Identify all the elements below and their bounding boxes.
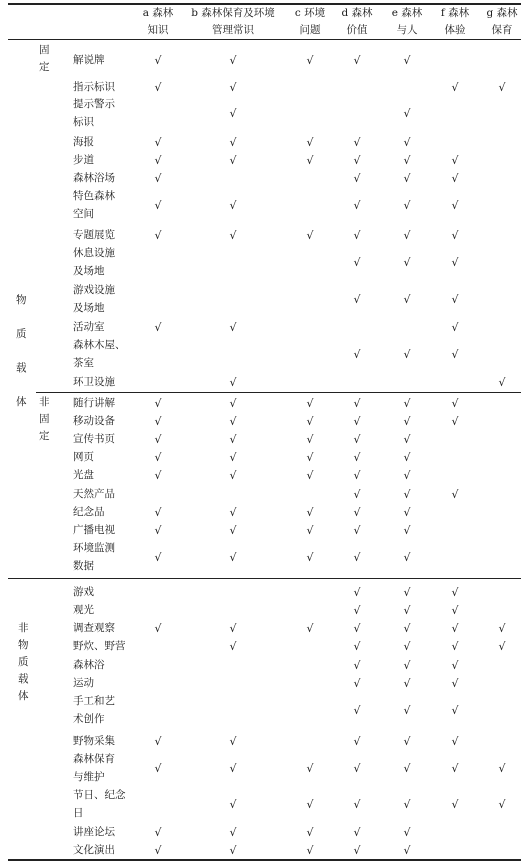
row-label: 休息设施 及场地 [73, 247, 115, 277]
row-label: 观光 [73, 604, 94, 616]
check-mark-d: √ [353, 487, 361, 501]
check-mark-d: √ [353, 135, 361, 149]
row-label: 调查观察 [73, 622, 115, 634]
check-mark-d: √ [353, 414, 361, 428]
check-mark-b: √ [229, 53, 237, 67]
check-mark-b: √ [229, 639, 237, 653]
check-mark-b: √ [229, 468, 237, 482]
check-mark-d: √ [353, 703, 361, 717]
check-mark-e: √ [403, 825, 411, 839]
row-label: 野物采集 [73, 735, 115, 747]
row-label: 环境监测 数据 [73, 542, 115, 572]
check-mark-e: √ [403, 621, 411, 635]
row-label: 宣传书页 [73, 433, 115, 445]
check-mark-a: √ [154, 621, 162, 635]
check-mark-b: √ [229, 523, 237, 537]
check-mark-a: √ [154, 171, 162, 185]
check-mark-a: √ [154, 396, 162, 410]
check-mark-d: √ [353, 292, 361, 306]
check-mark-a: √ [154, 761, 162, 775]
row-label: 节日、纪念 日 [73, 789, 126, 819]
check-mark-e: √ [403, 639, 411, 653]
column-header-f: f 森林 体验 [440, 7, 470, 36]
check-mark-d: √ [353, 603, 361, 617]
bottom-rule [8, 859, 521, 861]
check-mark-e: √ [403, 135, 411, 149]
header-rule [8, 39, 521, 40]
check-mark-e: √ [403, 396, 411, 410]
check-mark-b: √ [229, 414, 237, 428]
check-mark-g: √ [498, 761, 506, 775]
check-mark-b: √ [229, 135, 237, 149]
row-label: 指示标识 [73, 81, 115, 93]
check-mark-e: √ [403, 603, 411, 617]
row-label: 提示警示 标识 [73, 98, 115, 128]
check-mark-a: √ [154, 135, 162, 149]
material-nonmaterial-rule [8, 578, 521, 579]
check-mark-d: √ [353, 658, 361, 672]
check-mark-f: √ [451, 703, 459, 717]
check-mark-f: √ [451, 228, 459, 242]
check-mark-c: √ [306, 468, 314, 482]
check-mark-c: √ [306, 450, 314, 464]
check-mark-a: √ [154, 198, 162, 212]
check-mark-b: √ [229, 761, 237, 775]
check-mark-e: √ [403, 761, 411, 775]
check-mark-a: √ [154, 414, 162, 428]
row-label: 移动设备 [73, 415, 115, 427]
check-mark-c: √ [306, 621, 314, 635]
check-mark-d: √ [353, 396, 361, 410]
row-label: 环卫设施 [73, 376, 115, 388]
row-label: 活动室 [73, 321, 105, 333]
row-label: 随行讲解 [73, 397, 115, 409]
category-nonmaterial: 非 物 质 载 体 [18, 622, 29, 702]
check-mark-e: √ [403, 228, 411, 242]
check-mark-c: √ [306, 550, 314, 564]
column-header-d: d 森林 价值 [341, 7, 373, 36]
row-label: 纪念品 [73, 506, 105, 518]
column-header-c: c 环境 问题 [294, 7, 326, 36]
check-mark-c: √ [306, 797, 314, 811]
row-label: 手工和艺 术创作 [73, 695, 115, 725]
check-mark-g: √ [498, 621, 506, 635]
check-mark-e: √ [403, 153, 411, 167]
row-label: 运动 [73, 677, 94, 689]
check-mark-e: √ [403, 450, 411, 464]
check-mark-f: √ [451, 396, 459, 410]
subcategory-fixed: 固 定 [39, 44, 50, 73]
row-label: 特色森林 空间 [73, 190, 115, 220]
row-label: 天然产品 [73, 488, 115, 500]
check-mark-f: √ [451, 487, 459, 501]
check-mark-d: √ [353, 53, 361, 67]
check-mark-b: √ [229, 843, 237, 857]
check-mark-f: √ [451, 414, 459, 428]
check-mark-f: √ [451, 639, 459, 653]
check-mark-b: √ [229, 505, 237, 519]
check-mark-f: √ [451, 734, 459, 748]
check-mark-a: √ [154, 80, 162, 94]
check-mark-g: √ [498, 639, 506, 653]
check-mark-c: √ [306, 228, 314, 242]
check-mark-g: √ [498, 80, 506, 94]
check-mark-a: √ [154, 468, 162, 482]
check-mark-c: √ [306, 523, 314, 537]
check-mark-c: √ [306, 53, 314, 67]
check-mark-f: √ [451, 676, 459, 690]
check-mark-b: √ [229, 375, 237, 389]
fixed-nonfixed-rule [36, 392, 521, 393]
row-label: 讲座论坛 [73, 826, 115, 838]
check-mark-b: √ [229, 228, 237, 242]
column-header-a: a 森林 知识 [142, 7, 174, 36]
row-label: 野炊、野营 [73, 640, 126, 652]
check-mark-f: √ [451, 347, 459, 361]
check-mark-d: √ [353, 621, 361, 635]
check-mark-e: √ [403, 487, 411, 501]
check-mark-f: √ [451, 585, 459, 599]
check-mark-e: √ [403, 432, 411, 446]
check-mark-e: √ [403, 797, 411, 811]
check-mark-e: √ [403, 198, 411, 212]
check-mark-c: √ [306, 432, 314, 446]
check-mark-e: √ [403, 171, 411, 185]
row-label: 解说牌 [73, 54, 105, 66]
check-mark-b: √ [229, 621, 237, 635]
check-mark-e: √ [403, 106, 411, 120]
check-mark-a: √ [154, 523, 162, 537]
check-mark-f: √ [451, 797, 459, 811]
check-mark-e: √ [403, 703, 411, 717]
check-mark-e: √ [403, 658, 411, 672]
check-mark-b: √ [229, 320, 237, 334]
check-mark-c: √ [306, 505, 314, 519]
check-mark-a: √ [154, 320, 162, 334]
check-mark-b: √ [229, 734, 237, 748]
check-mark-e: √ [403, 255, 411, 269]
check-mark-b: √ [229, 80, 237, 94]
row-label: 广播电视 [73, 524, 115, 536]
check-mark-b: √ [229, 550, 237, 564]
check-mark-d: √ [353, 255, 361, 269]
check-mark-e: √ [403, 53, 411, 67]
check-mark-d: √ [353, 761, 361, 775]
column-header-e: e 森林 与人 [391, 7, 423, 36]
row-label: 步道 [73, 154, 94, 166]
row-label: 网页 [73, 451, 94, 463]
check-mark-b: √ [229, 106, 237, 120]
check-mark-f: √ [451, 761, 459, 775]
check-mark-d: √ [353, 734, 361, 748]
check-mark-e: √ [403, 347, 411, 361]
check-mark-d: √ [353, 585, 361, 599]
check-mark-b: √ [229, 198, 237, 212]
check-mark-c: √ [306, 153, 314, 167]
row-label: 森林木屋、 茶室 [73, 339, 126, 369]
check-mark-f: √ [451, 320, 459, 334]
check-mark-g: √ [498, 375, 506, 389]
check-mark-d: √ [353, 639, 361, 653]
check-mark-f: √ [451, 292, 459, 306]
check-mark-b: √ [229, 153, 237, 167]
check-mark-c: √ [306, 414, 314, 428]
row-label: 森林浴场 [73, 172, 115, 184]
row-label: 森林浴 [73, 659, 105, 671]
row-label: 游戏设施 及场地 [73, 284, 115, 314]
row-label: 专题展览 [73, 229, 115, 241]
check-mark-d: √ [353, 468, 361, 482]
check-mark-a: √ [154, 843, 162, 857]
column-header-g: g 森林 保育 [486, 7, 518, 36]
check-mark-e: √ [403, 505, 411, 519]
check-mark-d: √ [353, 450, 361, 464]
check-mark-d: √ [353, 676, 361, 690]
check-mark-a: √ [154, 825, 162, 839]
row-label: 游戏 [73, 586, 94, 598]
check-mark-c: √ [306, 843, 314, 857]
check-mark-d: √ [353, 843, 361, 857]
check-mark-d: √ [353, 198, 361, 212]
subcategory-nonfixed: 非 固 定 [39, 396, 50, 442]
check-mark-b: √ [229, 825, 237, 839]
check-mark-e: √ [403, 414, 411, 428]
check-mark-d: √ [353, 505, 361, 519]
check-mark-d: √ [353, 347, 361, 361]
row-label: 文化演出 [73, 844, 115, 856]
check-mark-e: √ [403, 292, 411, 306]
check-mark-g: √ [498, 797, 506, 811]
check-mark-a: √ [154, 53, 162, 67]
check-mark-f: √ [451, 153, 459, 167]
category-material: 物 质 载 体 [16, 294, 27, 408]
check-mark-d: √ [353, 228, 361, 242]
check-mark-e: √ [403, 676, 411, 690]
check-mark-e: √ [403, 585, 411, 599]
row-label: 光盘 [73, 469, 94, 481]
check-mark-e: √ [403, 843, 411, 857]
row-label: 海报 [73, 136, 94, 148]
row-label: 森林保育 与维护 [73, 753, 115, 783]
check-mark-b: √ [229, 450, 237, 464]
check-mark-c: √ [306, 135, 314, 149]
check-mark-a: √ [154, 153, 162, 167]
check-mark-d: √ [353, 432, 361, 446]
check-mark-a: √ [154, 450, 162, 464]
check-mark-c: √ [306, 396, 314, 410]
check-mark-b: √ [229, 396, 237, 410]
check-mark-b: √ [229, 432, 237, 446]
check-mark-d: √ [353, 825, 361, 839]
check-mark-f: √ [451, 198, 459, 212]
check-mark-e: √ [403, 734, 411, 748]
check-mark-d: √ [353, 523, 361, 537]
check-mark-d: √ [353, 550, 361, 564]
check-mark-a: √ [154, 228, 162, 242]
column-header-b: b 森林保育及环境 管理常识 [191, 7, 275, 36]
check-mark-d: √ [353, 153, 361, 167]
check-mark-a: √ [154, 505, 162, 519]
check-mark-b: √ [229, 797, 237, 811]
check-mark-a: √ [154, 550, 162, 564]
check-mark-d: √ [353, 797, 361, 811]
check-mark-f: √ [451, 80, 459, 94]
check-mark-d: √ [353, 171, 361, 185]
check-mark-f: √ [451, 621, 459, 635]
check-mark-e: √ [403, 468, 411, 482]
check-mark-f: √ [451, 603, 459, 617]
check-mark-c: √ [306, 761, 314, 775]
check-mark-f: √ [451, 171, 459, 185]
check-mark-a: √ [154, 432, 162, 446]
check-mark-e: √ [403, 550, 411, 564]
check-mark-e: √ [403, 523, 411, 537]
check-mark-f: √ [451, 255, 459, 269]
check-mark-f: √ [451, 658, 459, 672]
check-mark-c: √ [306, 825, 314, 839]
check-mark-a: √ [154, 734, 162, 748]
